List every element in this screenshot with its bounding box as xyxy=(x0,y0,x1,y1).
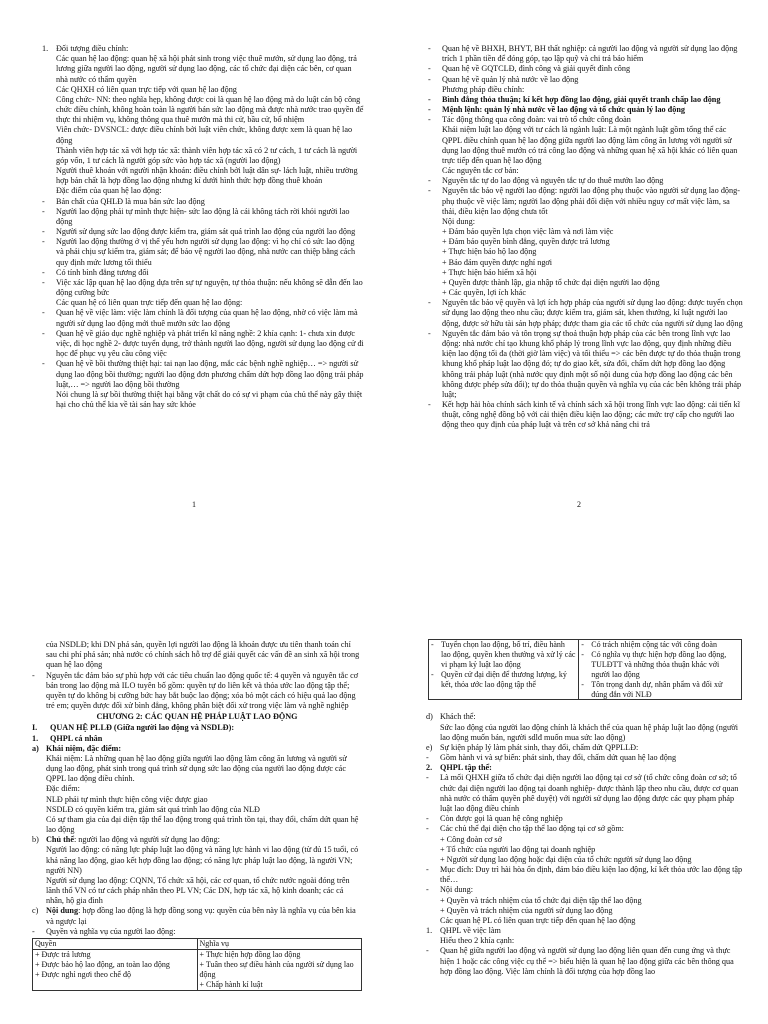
table-row xyxy=(33,949,362,990)
list-marker: - xyxy=(428,186,431,196)
paragraph: Người sử dụng lao động: CQNN, Tổ chức xã hội, các cơ quan, tổ chức nước ngoài đóng trên lãnh thổ VN có tư cách pháp nhân theo PL VN; Các DN, hợp tác xã, hộ kinh doanh; các cá nhân, hộ gia đình xyxy=(46,875,350,906)
bullet-item xyxy=(42,237,364,268)
paragraph: Khái niệm: Là những quan hệ lao động giữa người lao động làm công ăn lương và người sử dụng lao động, phát sinh trong quá trình sử dụng sức lao động của người lao động được các QPPL lao động điều chỉnh. xyxy=(46,753,347,784)
table-cell-line: + Chấp hành kỉ luật xyxy=(199,979,263,989)
paragraph: Hiểu theo 2 khía cạnh: xyxy=(440,936,515,946)
table-cell-line: + Thực hiện hợp đồng lao động xyxy=(199,949,301,959)
page-4-text xyxy=(426,638,746,977)
list-marker: - xyxy=(428,44,431,53)
list-text: Quan hệ về BHXH, BHYT, BH thất nghiệp: cả người lao động và người sử dụng lao động trích 1 phần tiền để đóng góp, tạo lập quỹ và chi trả bảo hiểm xyxy=(442,44,738,64)
list-text: Các chủ thể đại diện cho tập thể lao động tại cơ sở gồm: xyxy=(440,824,624,834)
list-marker: - xyxy=(428,400,431,410)
list-marker: - xyxy=(42,206,45,216)
paragraph: + Thực hiện bảo hiểm xã hội xyxy=(442,267,537,277)
list-text: Sự kiện pháp lý làm phát sinh, thay đổi, chấm dứt QPPLLĐ: xyxy=(440,742,639,752)
table-cell-line: + Tuân theo sự điều hành của người sử dụng lao động xyxy=(199,959,354,979)
numbered-item xyxy=(32,734,362,744)
paragraph: Đặc điểm của quan hệ lao động: xyxy=(56,186,162,196)
list-text: Nội dung: xyxy=(440,885,473,895)
list-marker: - xyxy=(42,277,45,287)
list-text: Là mối QHXH giữa tổ chức đại diện người lao động tại cơ sở (tổ chức công đoàn cơ sở; tổ chức đại diện người lao động tại doanh nghiệp- được thành lập theo nhu cầu, được cơ quan nhà nước có thẩm quyền phê duyệt) với người sử dụng lao động được các quy phạm pháp luật lao động điều chỉnh xyxy=(440,773,739,813)
list-text: Chủ thể: người lao động và người sử dụng lao động: xyxy=(46,835,220,845)
page-4-lines xyxy=(426,712,746,976)
table-cell-line: Có nghĩa vụ thực hiện hợp đồng lao động, TULĐTT và những thỏa thuận khác với người lao động xyxy=(591,649,727,679)
bullet-item xyxy=(426,946,746,977)
table-cell-line: Quyền cử đại diện để thương lượng, ký kết, thỏa ước lao động tập thể xyxy=(441,669,567,689)
list-marker: - xyxy=(42,227,45,237)
paragraph: + Quyền và trách nhiệm của người sử dụng lao động xyxy=(440,905,613,915)
list-text: Khách thể: xyxy=(440,712,476,722)
list-marker: I. xyxy=(32,723,38,733)
page-1-text xyxy=(42,44,364,410)
list-marker: 1. xyxy=(32,733,39,743)
table-cell-line: Tôn trọng danh dự, nhân phẩm và đối xử đúng đắn với NLĐ xyxy=(591,679,723,699)
list-marker: - xyxy=(32,670,35,680)
paragraph: + Đảm bảo quyền bình đẳng, quyền được trả lương xyxy=(442,237,610,247)
bullet-item xyxy=(32,671,362,712)
list-text: Quan hệ về quản lý nhà nước về lao động xyxy=(442,74,579,84)
list-marker: - xyxy=(426,753,429,763)
list-text: Quan hệ về GQTCLĐ, đình công và giải quyết đình công xyxy=(442,64,631,74)
list-marker: - xyxy=(42,196,45,206)
list-text: Quan hệ giữa người lao động và người sử dụng lao động liên quan đến cung ứng và thực hiện 1 hoặc các công việc cụ thể => biểu hiện là quan hệ lao động giữa các bên thông qua hợp đồng lao động. Việc làm chính là đối tượng của hợp đồng lao xyxy=(440,946,734,976)
list-text: Nguyên tắc đảm bảo sự phù hợp với các tiêu chuẩn lao động quốc tế: 4 quyền và nguyên tắc cơ bản trong lao động mà ILO tuyên bố gồm: quyền tự do liên kết và thỏa ước lao động tập thể; quyền tự do không bị cưỡng bức hay bắt buộc lao động; xóa bỏ một cách có hiệu quả lao động trẻ em; quyền được đối xử bình đẳng, không phân biệt đối xử trong việc làm và nghề nghiệp xyxy=(46,670,359,711)
paragraph: Viên chức- DVSNCL: được điều chỉnh bởi luật viên chức, không được xem là quan hệ lao động xyxy=(56,125,353,145)
list-marker: - xyxy=(428,74,431,84)
bullet-item xyxy=(428,75,746,85)
table-bullet: - Tôn trọng danh dự, nhân phẩm và đối xử đúng đắn với NLĐ xyxy=(581,680,739,700)
employee-rights-table xyxy=(32,938,362,991)
bullet-item xyxy=(428,95,746,105)
list-text: Nội dung: hợp đồng lao động là hợp đồng song vụ: quyền của bên này là nghĩa vụ của bên kia và ngược lại xyxy=(46,906,356,926)
bullet-item xyxy=(32,927,362,937)
list-text: Nguyên tắc bảo vệ quyền và lợi ích hợp pháp của người sử dụng lao động: được tuyển chọn sử dụng lao động theo nhu cầu; được kiểm tra, giám sát, khen thưởng, kỉ luật người lao động, được sở hữu tài sản hợp pháp; được tham gia các tổ chức của người sử dụng lao động xyxy=(442,298,743,328)
paragraph: Thành viên hợp tác xã với hợp tác xã: thành viên hợp tác xã có 2 tư cách, 1 tư cách là người góp vốn, 1 tư cách là người góp sức vào hợp tác xã (người lao động) xyxy=(56,145,358,165)
list-text: QUAN HỆ PLLĐ (Giữa người lao động và NSDLĐ): xyxy=(50,723,235,733)
bullet-item xyxy=(42,278,364,298)
list-marker: a) xyxy=(32,743,39,753)
paragraph: + Người sử dụng lao động hoặc đại diện của tổ chức người sử dụng lao động xyxy=(440,854,692,864)
table-bullet: - Quyền cử đại diện để thương lượng, ký kết, thỏa ước lao động tập thể xyxy=(431,670,576,690)
list-text: Tác động thông qua công đoàn: vai trò tổ chức công đoàn xyxy=(442,115,631,125)
bullet-item xyxy=(428,186,746,217)
list-text: Bản chất của QHLĐ là mua bán sức lao động xyxy=(56,196,205,206)
list-marker: - xyxy=(428,298,431,308)
numbered-item xyxy=(426,712,746,722)
bullet-item xyxy=(42,308,364,328)
paragraph: + Các quyền, lợi ích khác xyxy=(442,288,526,298)
list-marker: - xyxy=(428,176,431,186)
list-text: Quan hệ về bồi thường thiệt hại: tai nạn lao động, mắc các bệnh nghề nghiệp… => người sử dụng lao động bồi thường; người lao động đơn phương chấm dứt hợp đồng lao động trái pháp luật,… => người lao động bồi thường xyxy=(56,359,364,389)
paragraph: Sức lao động của người lao động chính là khách thể của quan hệ pháp luật lao động (người lao động muốn bán, người sdlđ muốn mua sức lao động) xyxy=(440,722,738,742)
numbered-item xyxy=(426,743,746,753)
list-marker: - xyxy=(42,267,45,277)
list-marker: - xyxy=(426,773,429,783)
list-text: Bình đẳng thỏa thuận; kí kết hợp đồng lao động, giải quyết tranh chấp lao động xyxy=(442,94,721,104)
list-text: Có tính bình đẳng tương đối xyxy=(56,267,149,277)
bullet-item xyxy=(428,176,746,186)
list-marker: 2. xyxy=(426,763,433,773)
paragraph: + Thực hiện bảo hộ lao động xyxy=(442,247,537,257)
paragraph: + Công đoàn cơ sở xyxy=(440,834,502,844)
table-cell xyxy=(579,640,742,700)
paragraph: + Quyền và trách nhiệm của tổ chức đại diện tập thể lao động xyxy=(440,895,642,905)
table-header-cell: Nghĩa vụ xyxy=(197,938,362,949)
page-4 xyxy=(384,512,768,1024)
list-marker: - xyxy=(428,328,431,338)
bullet-item xyxy=(426,773,746,814)
list-text: Gồm hành vi và sự biến: phát sinh, thay đổi, chấm dứt quan hệ lao động xyxy=(440,753,677,763)
list-text: QHPL về việc làm xyxy=(440,926,501,936)
page-2-text xyxy=(428,44,746,431)
bullet-item xyxy=(428,44,746,64)
list-marker: - xyxy=(426,946,429,956)
numbered-item xyxy=(426,926,746,936)
page-3-text xyxy=(32,640,362,992)
list-text: Nguyên tắc bảo vệ người lao động: người lao động phụ thuộc vào người sử dụng lao động- phụ thuộc về việc làm; người lao động phải đối diện với nhiều nguy cơ mất việc làm, sa thải, điều kiện lao động chưa tốt xyxy=(442,186,740,216)
list-marker: - xyxy=(426,814,429,824)
paragraph: Các quan hệ PL có liên quan trực tiếp đến quan hệ lao động xyxy=(440,915,636,925)
list-text: Mục đích: Duy trì hài hòa ổn định, đảm bảo điều kiện lao động, kí kết thỏa ước lao động tập thể… xyxy=(440,865,743,885)
list-text: Mệnh lệnh: quản lý nhà nước về lao động và tổ chức quản lý lao động xyxy=(442,105,685,115)
page-3-lines xyxy=(32,640,362,937)
numbered-item xyxy=(32,723,362,733)
paragraph: Các QHXH có liên quan trực tiếp với quan hệ lao động xyxy=(56,84,237,94)
table-cell-line: Tuyển chọn lao động, bố trí, điều hành lao động, quyền khen thưởng và xử lý các vi phạm kỷ luật lao động xyxy=(441,640,576,669)
table-bullet: - Tuyển chọn lao động, bố trí, điều hành lao động, quyền khen thưởng và xử lý các vi phạm kỷ luật lao động xyxy=(431,640,576,669)
list-text: Nguyên tắc tự do lao động và nguyên tắc tự do thuê mướn lao động xyxy=(442,176,664,186)
list-text: Việc xác lập quan hệ lao động dựa trên sự tự nguyện, tự thỏa thuận: nếu không sẽ dẫn đến lao động cưỡng bức xyxy=(56,277,363,298)
bullet-item xyxy=(426,865,746,885)
list-marker: - xyxy=(426,885,429,895)
numbered-item xyxy=(32,906,362,926)
list-marker: - xyxy=(42,308,45,318)
list-text: Người lao động thường ở vị thế yếu hơn người sử dụng lao động: vì họ chỉ có sức lao động và phải chịu sự kiểm tra, giám sát; để bảo vệ người lao động, nhà nước can thiệp bằng cách quy định mức lương tối thiểu xyxy=(56,237,356,267)
table-header-cell: Quyền xyxy=(33,938,198,949)
bullet-item xyxy=(42,227,364,237)
list-text: Quan hệ về việc làm: việc làm chính là đối tượng của quan hệ lao động, nhờ có việc làm mà người sử dụng lao động mới thuê mướn sức lao động xyxy=(56,308,358,328)
table-cell-line: + Được bảo hộ lao động, an toàn lao động xyxy=(35,959,170,969)
bullet-item xyxy=(426,814,746,824)
bullet-item xyxy=(426,885,746,895)
paragraph: Có sự tham gia của đại diện tập thể lao động trong quá trình tồn tại, thay đổi, chấm dứt quan hệ lao động xyxy=(46,814,359,835)
paragraph: Các quan hệ có liên quan trực tiếp đến quan hệ lao động: xyxy=(56,298,243,308)
table-cell-line: + Được trả lương xyxy=(35,949,91,959)
paragraph: NLĐ phải tự mình thực hiện công việc được giao xyxy=(46,794,208,804)
list-text: Người lao động phải tự mình thực hiện- sức lao động là cái không tách rời khỏi người lao động xyxy=(56,206,350,226)
list-marker: 1. xyxy=(42,44,49,53)
list-text: QHPL tập thể: xyxy=(440,763,492,773)
list-marker: d) xyxy=(426,712,433,722)
list-text: Còn được gọi là quan hệ công nghiệp xyxy=(440,814,563,824)
list-text: Đối tượng điều chỉnh: xyxy=(56,44,129,53)
chapter-heading: CHƯƠNG 2: CÁC QUAN HỆ PHÁP LUẬT LAO ĐỘNG xyxy=(96,712,298,722)
list-marker: c) xyxy=(32,906,39,916)
table-bullet: - Có trách nhiệm cộng tác với công đoàn xyxy=(581,640,739,650)
bullet-item xyxy=(426,824,746,834)
paragraph: Nói chung là sự bồi thường thiệt hại bằng vật chất do có sự vi phạm của chủ thể này gây thiệt hại cho chủ thể kia về tài sản hay sức khỏe xyxy=(56,389,363,410)
table-cell xyxy=(33,949,198,990)
paragraph: Phương pháp điều chỉnh: xyxy=(442,84,525,94)
bullet-item xyxy=(428,64,746,74)
list-marker: - xyxy=(426,824,429,834)
table-cell xyxy=(197,949,362,990)
paragraph: + Quyền được thành lập, gia nhập tổ chức đại diện người lao động xyxy=(442,277,660,287)
list-marker: - xyxy=(428,94,431,104)
list-text: Kết hợp hài hòa chính sách kinh tế và chính sách xã hội trong lĩnh vực lao động: cải tiến kĩ thuật, công nghệ đồng bộ với cải thiện điều kiện lao động; các mức trợ cấp cho người lao động theo quy định của pháp luật và trên cơ sở khả năng chi trả xyxy=(442,400,740,430)
table-header-row xyxy=(33,938,362,949)
paragraph: + Đảm bảo quyền lựa chọn việc làm và nơi làm việc xyxy=(442,227,614,237)
paragraph: + Bảo đảm quyền được nghỉ ngơi xyxy=(442,257,553,267)
list-marker: - xyxy=(426,865,429,875)
list-marker: - xyxy=(42,359,45,369)
list-text: QHPL cá nhân xyxy=(50,733,103,743)
paragraph: Người thuê khoán với người nhận khoán: điều chỉnh bởi luật dân sự- lách luật, nhiều trường hợp bản chất là hợp đồng lao động nhưng kí dưới hình thức hợp đồng thuê khoán xyxy=(56,166,358,186)
employer-rights-table xyxy=(428,639,742,700)
list-marker: - xyxy=(428,64,431,74)
page-1 xyxy=(0,0,384,512)
paragraph: NSDLĐ có quyền kiểm tra, giám sát quá trình lao động của NLĐ xyxy=(46,804,260,814)
paragraph: Các nguyên tắc cơ bản: xyxy=(442,166,519,176)
bullet-item xyxy=(428,298,746,329)
paragraph: của NSDLĐ; khi DN phá sản, quyền lợi người lao động là khoản được ưu tiên thanh toán chỉ sau chi phí phá sản; nhà nước có chính sách hỗ trợ để giải quyết các vấn đề an sinh xã hội trong quan hệ lao động xyxy=(46,640,360,670)
list-marker: - xyxy=(42,328,45,338)
list-marker: 1. xyxy=(426,926,433,936)
list-text: Quyền và nghĩa vụ của người lao động: xyxy=(46,926,176,936)
paragraph: Nội dung: xyxy=(442,216,475,226)
list-text: Khái niệm, đặc điểm: xyxy=(46,743,122,753)
page-2 xyxy=(384,0,768,512)
list-marker: - xyxy=(32,926,35,936)
paragraph: Công chức- NN: theo nghĩa hẹp, không được coi là quan hệ lao động mà do luật cán bộ công chức điều chỉnh, không hoàn toàn là người bán sức lao động mà được nhà nước trao quyền để thực thi nhiệm vụ, không thông qua thuê mướn mà thi cử, bầu cử, bổ nhiệm xyxy=(56,94,364,125)
bullet-item xyxy=(428,400,746,431)
list-text: Quan hệ về giáo dục nghề nghiệp và phát triển kĩ năng nghề: 2 khía cạnh: 1- chưa xin được việc, đi học nghề 2- được tuyển dụng, trở thành người lao động, người sử dụng lao động cử đi học để phục vụ yêu cầu công việc xyxy=(56,328,364,359)
list-text: Người sử dụng sức lao động được kiểm tra, giám sát quá trình lao động của người lao động xyxy=(56,227,356,237)
numbered-item xyxy=(426,763,746,773)
bullet-item xyxy=(428,115,746,125)
list-marker: b) xyxy=(32,835,39,845)
bullet-item xyxy=(42,207,364,227)
table-bullet: - Có nghĩa vụ thực hiện hợp đồng lao động, TULĐTT và những thỏa thuận khác với người lao động xyxy=(581,650,739,680)
list-marker: - xyxy=(428,105,431,115)
bullet-item xyxy=(42,197,364,207)
bullet-item xyxy=(42,359,364,390)
bullet-item xyxy=(428,105,746,115)
paragraph: Đặc điểm: xyxy=(46,784,80,794)
numbered-item xyxy=(32,835,362,845)
table-row xyxy=(429,640,742,700)
bullet-item xyxy=(428,329,746,400)
page-3 xyxy=(0,512,384,1024)
table-cell-line: Có trách nhiệm cộng tác với công đoàn xyxy=(591,640,717,649)
table-cell-line: + Được nghỉ ngơi theo chế độ xyxy=(35,969,131,979)
bullet-item xyxy=(42,329,364,360)
list-marker: e) xyxy=(426,742,433,752)
page-number-1: 1 xyxy=(192,500,196,509)
numbered-item xyxy=(42,44,364,54)
paragraph: + Tổ chức của người lao động tại doanh nghiệp xyxy=(440,844,596,854)
paragraph: Khái niệm luật lao động với tư cách là ngành luật: Là một ngành luật gồm tổng thể các QPPL điều chỉnh quan hệ lao động giữa người lao động làm công ăn lương với người sử dụng lao động thuê mướn có trả công lao động và những quan hệ xã hội khác có liên quan trực tiếp đến quan hệ lao động xyxy=(442,125,738,165)
table-cell xyxy=(429,640,579,700)
list-marker: - xyxy=(428,115,431,125)
list-text: Nguyên tắc đảm bảo và tôn trọng sự thoả thuận hợp pháp của các bên trong lĩnh vực lao động: nhà nước chỉ tạo khung khổ pháp lý trong lĩnh vực lao động, quy định những điều kiện lao động tối đa (thời giờ làm việc) và tối thiểu => các bên được tự do thỏa thuận trong khung khổ pháp luật lao động đó; tự do giao kết, sửa đổi, chấm dứt hợp đồng lao động không trái pháp luật (nhà nước quy định một số nội dung của hợp đồng lao động các bên không được phép sửa đổi); tự do thỏa thuận quyền và nghĩa vụ của các bên không trái pháp luật; xyxy=(442,328,742,399)
page-number-2: 2 xyxy=(577,500,581,509)
numbered-item xyxy=(32,744,362,754)
paragraph: Người lao động: có năng lực pháp luật lao động và năng lực hành vi lao động (từ đủ 15 tuổi, có khả năng lao động, giao kết hợp đồng lao động; có năng lực pháp luật lao động, là người VN; người NN) xyxy=(46,845,359,875)
paragraph: Các quan hệ lao động: quan hệ xã hội phát sinh trong việc thuê mướn, sử dụng lao động, trả lương giữa người lao động, người sử dụng lao động, các tổ chức đại diện các bên, cơ quan nhà nước có thẩm quyền xyxy=(56,54,357,84)
bullet-item xyxy=(426,753,746,763)
list-marker: - xyxy=(42,237,45,247)
bullet-item xyxy=(42,268,364,278)
